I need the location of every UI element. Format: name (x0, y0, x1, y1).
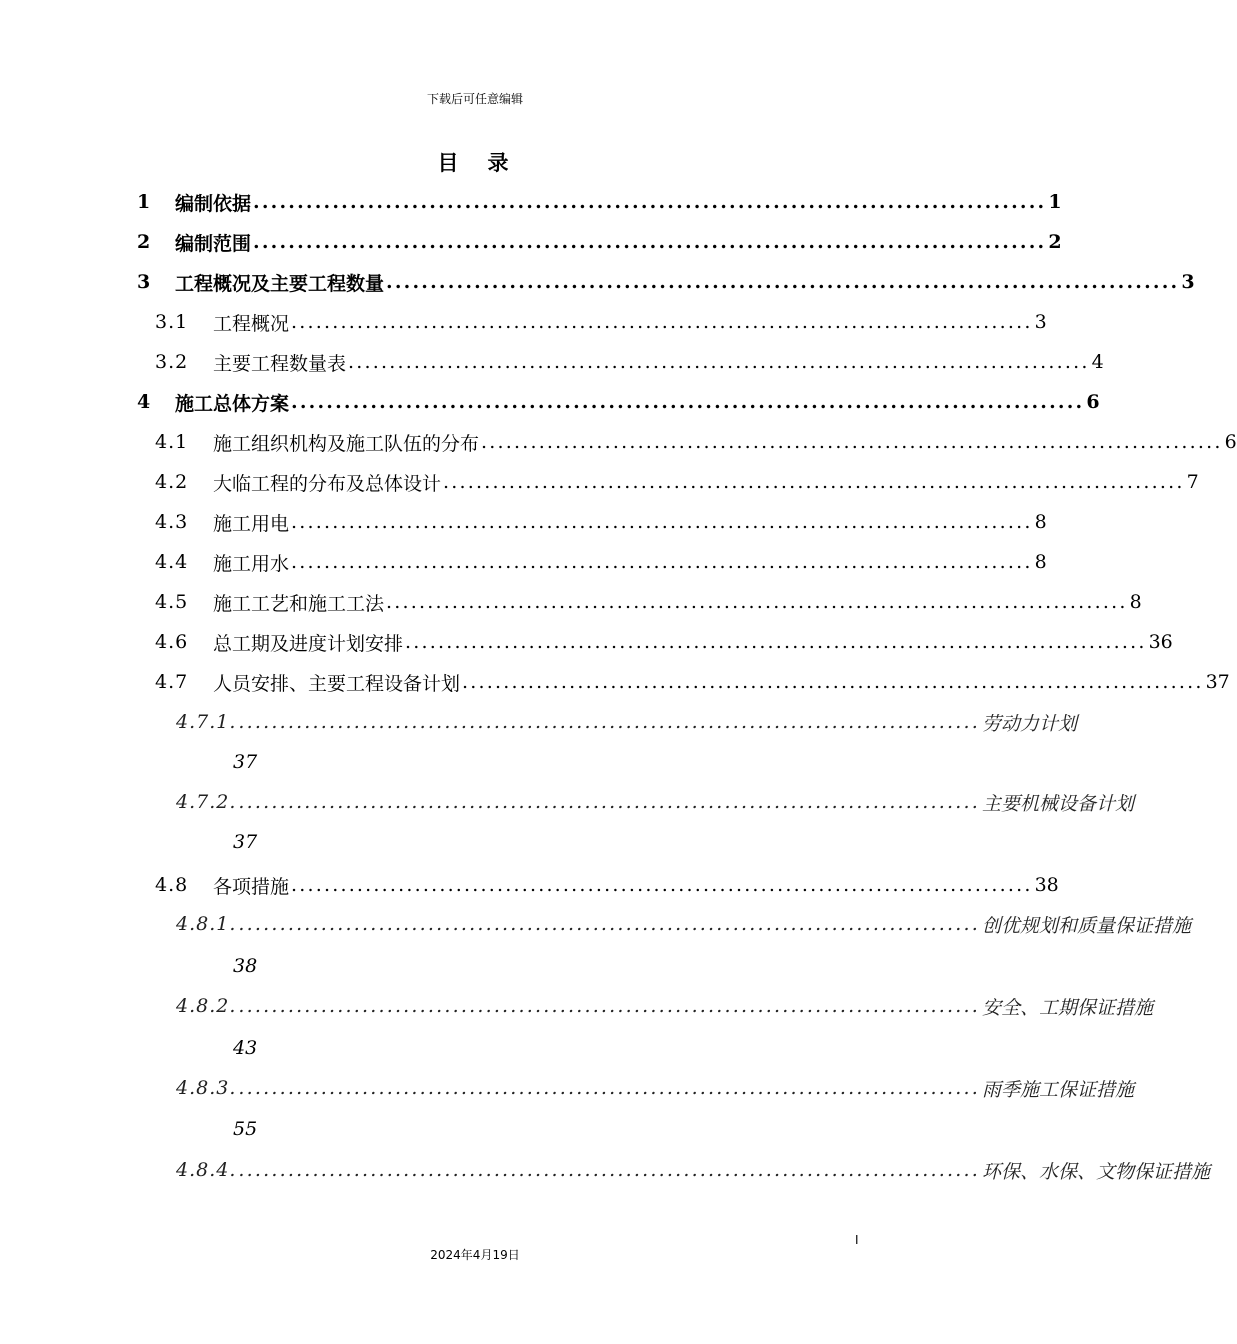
toc-entry-4-8-4[interactable] (176, 1150, 1210, 1190)
toc-text: 工程概况及主要工程数量 (175, 272, 385, 295)
toc-leader: .......................................................................................... (443, 471, 1185, 493)
toc-leader: .......................................................................................... (238, 711, 980, 733)
toc-leader: .......................................................................................... (291, 511, 1033, 533)
toc-number: 4.5 (155, 591, 189, 613)
toc-leader: .......................................................................................... (386, 271, 1180, 293)
page-footer-date: 2024年4月19日 (430, 1248, 520, 1262)
page-number-roman: I (855, 1233, 859, 1247)
toc-leader: .......................................................................................... (238, 791, 980, 813)
toc-page: 36 (1148, 631, 1173, 653)
toc-entry-1[interactable] (137, 182, 1062, 222)
toc-entry-4-7[interactable] (155, 662, 1230, 702)
toc-text: 创优规划和质量保证措施 (981, 914, 1191, 937)
toc-page: 55 (233, 1118, 258, 1140)
toc-entry-4-5[interactable] (155, 582, 1142, 622)
toc-page: 38 (233, 955, 258, 977)
toc-page: 4 (1091, 351, 1104, 373)
toc-number: 4.4 (155, 551, 189, 573)
toc-page: 37 (1205, 671, 1230, 693)
toc-page: 6 (1086, 391, 1100, 413)
toc-text: 各项措施 (213, 875, 290, 898)
toc-leader: .......................................................................................... (291, 874, 1033, 896)
toc-page: 38 (1034, 874, 1059, 896)
toc-entry-4-1[interactable] (155, 422, 1237, 462)
toc-number: 4.7.2. (176, 791, 237, 813)
toc-page: 1 (1048, 191, 1062, 213)
toc-entry-4-7-2[interactable] (176, 782, 1134, 822)
toc-text: 主要工程数量表 (213, 352, 347, 375)
toc-number: 4.7 (155, 671, 189, 693)
toc-number: 4.8.3. (176, 1077, 237, 1099)
toc-number: 4.8.1. (176, 913, 237, 935)
toc-leader: .......................................................................................... (462, 671, 1204, 693)
toc-number: 1 (137, 191, 151, 213)
toc-page: 2 (1048, 231, 1062, 253)
toc-page: 37 (233, 751, 258, 773)
toc-page: 37 (233, 831, 258, 853)
toc-page: 8 (1034, 551, 1047, 573)
toc-leader: .......................................................................................... (238, 913, 980, 935)
toc-text: 工程概况 (213, 312, 290, 335)
toc-title: 目 录 (437, 150, 513, 175)
toc-number: 4.7.1. (176, 711, 237, 733)
toc-page: 6 (1224, 431, 1237, 453)
toc-leader: .......................................................................................... (481, 431, 1223, 453)
toc-number: 4 (137, 391, 151, 413)
toc-text: 雨季施工保证措施 (981, 1078, 1134, 1101)
toc-text: 施工用电 (213, 512, 290, 535)
toc-number: 4.2 (155, 471, 189, 493)
toc-entry-4-7-1[interactable] (176, 702, 1077, 742)
toc-leader: .......................................................................................... (253, 191, 1047, 213)
toc-entry-3-1[interactable] (155, 302, 1047, 342)
toc-page: 3 (1034, 311, 1047, 333)
toc-number: 3 (137, 271, 151, 293)
toc-text: 施工组织机构及施工队伍的分布 (213, 432, 480, 455)
toc-number: 2 (137, 231, 151, 253)
toc-leader: .......................................................................................... (291, 551, 1033, 573)
toc-number: 4.8.2. (176, 995, 237, 1017)
toc-text: 总工期及进度计划安排 (213, 632, 404, 655)
toc-page: 3 (1181, 271, 1195, 293)
toc-page: 8 (1034, 511, 1047, 533)
toc-entry-4-8-2[interactable] (176, 986, 1153, 1026)
toc-entry-4-2[interactable] (155, 462, 1199, 502)
toc-page: 8 (1129, 591, 1142, 613)
toc-entry-4-6[interactable] (155, 622, 1173, 662)
toc-entry-4-3[interactable] (155, 502, 1047, 542)
toc-text: 环保、水保、文物保证措施 (981, 1160, 1210, 1183)
toc-entry-4-4[interactable] (155, 542, 1047, 582)
toc-entry-4-8-3[interactable] (176, 1068, 1134, 1108)
toc-text: 施工用水 (213, 552, 290, 575)
toc-leader: .......................................................................................... (405, 631, 1147, 653)
toc-leader: .......................................................................................... (253, 231, 1047, 253)
toc-entry-3[interactable] (137, 262, 1195, 302)
toc-page: 7 (1186, 471, 1199, 493)
toc-leader: .......................................................................................... (291, 391, 1085, 413)
toc-number: 4.8 (155, 874, 189, 896)
toc-leader: .......................................................................................... (238, 1159, 980, 1181)
toc-number: 3.1 (155, 311, 189, 333)
toc-text: 编制依据 (175, 192, 252, 215)
toc-text: 劳动力计划 (981, 712, 1077, 735)
page-header: 下载后可任意编辑 (426, 92, 523, 106)
toc-number: 3.2 (155, 351, 189, 373)
toc-number: 4.3 (155, 511, 189, 533)
toc-text: 施工总体方案 (175, 392, 290, 415)
toc-number: 4.1 (155, 431, 189, 453)
toc-leader: .......................................................................................... (386, 591, 1128, 613)
toc-leader: .......................................................................................... (291, 311, 1033, 333)
toc-entry-3-2[interactable] (155, 342, 1104, 382)
toc-page: 43 (233, 1037, 258, 1059)
toc-leader: .......................................................................................... (238, 995, 980, 1017)
toc-text: 人员安排、主要工程设备计划 (213, 672, 461, 695)
toc-text: 施工工艺和施工工法 (213, 592, 385, 615)
toc-text: 主要机械设备计划 (981, 792, 1134, 815)
toc-entry-4[interactable] (137, 382, 1100, 422)
toc-text: 大临工程的分布及总体设计 (213, 472, 442, 495)
toc-leader: .......................................................................................... (348, 351, 1090, 373)
toc-number: 4.8.4. (176, 1159, 237, 1181)
toc-text: 安全、工期保证措施 (981, 996, 1153, 1019)
toc-entry-4-8[interactable] (155, 865, 1059, 905)
toc-leader: .......................................................................................... (238, 1077, 980, 1099)
toc-text: 编制范围 (175, 232, 252, 255)
toc-entry-4-8-1[interactable] (176, 904, 1191, 944)
toc-number: 4.6 (155, 631, 189, 653)
toc-entry-2[interactable] (137, 222, 1062, 262)
